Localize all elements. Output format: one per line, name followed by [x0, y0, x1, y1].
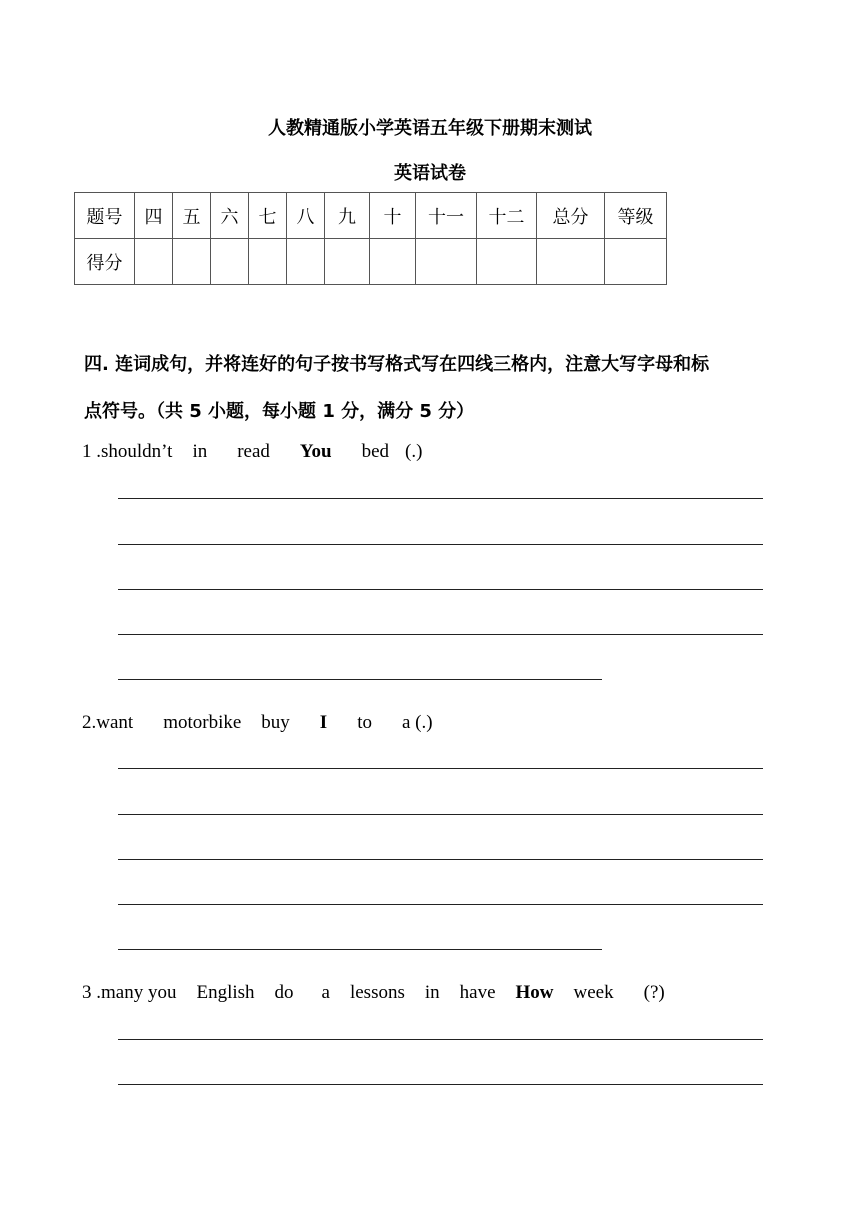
word: shouldn’t [101, 441, 173, 462]
writing-line[interactable] [118, 544, 763, 545]
word: to [357, 712, 372, 733]
word: week [573, 982, 614, 1003]
writing-line[interactable] [118, 814, 763, 815]
score-header-cell: 十二 [477, 193, 537, 239]
writing-line[interactable] [118, 768, 763, 769]
word: bed [361, 441, 390, 462]
word: do [274, 982, 294, 1003]
word: want [96, 712, 134, 733]
exam-subtitle: 英语试卷 [394, 163, 466, 184]
score-input-cell[interactable] [173, 239, 211, 285]
score-input-cell[interactable] [477, 239, 537, 285]
word-bold: How [515, 982, 554, 1003]
writing-line[interactable] [118, 904, 763, 905]
score-input-cell[interactable] [135, 239, 173, 285]
score-input-cell[interactable] [416, 239, 477, 285]
word: in [192, 441, 208, 462]
question-number: 2. [82, 712, 97, 733]
word: buy [261, 712, 290, 733]
writing-line[interactable] [118, 859, 763, 860]
score-input-cell[interactable] [605, 239, 667, 285]
question-number: 3 . [82, 982, 101, 1003]
word-bold: I [319, 712, 328, 733]
word: a [321, 982, 330, 1003]
score-input-cell[interactable] [249, 239, 287, 285]
score-header-cell: 五 [173, 193, 211, 239]
writing-line[interactable] [118, 589, 763, 590]
score-row-label: 得分 [75, 239, 135, 285]
question-number: 1 . [82, 441, 101, 462]
score-header-cell: 九 [325, 193, 370, 239]
word: in [424, 982, 440, 1003]
score-input-cell[interactable] [325, 239, 370, 285]
score-header-cell: 四 [135, 193, 173, 239]
score-table [74, 192, 667, 285]
score-header-cell: 七 [249, 193, 287, 239]
question-2 [82, 712, 433, 734]
score-input-cell[interactable] [211, 239, 249, 285]
score-header-cell: 题号 [75, 193, 135, 239]
writing-line[interactable] [118, 1084, 763, 1085]
word: read [237, 441, 270, 462]
score-header-cell: 八 [287, 193, 325, 239]
word: lessons [349, 982, 405, 1003]
word: many you [101, 982, 177, 1003]
writing-line[interactable] [118, 1039, 763, 1040]
writing-line[interactable] [118, 498, 763, 499]
section-instruction-line1: 四. 连词成句，并将连好的句子按书写格式写在四线三格内，注意大写字母和标 [84, 354, 710, 375]
word: (.) [405, 441, 423, 462]
score-input-cell[interactable] [287, 239, 325, 285]
word: have [459, 982, 496, 1003]
score-table-header-row [75, 193, 667, 239]
score-header-cell: 六 [211, 193, 249, 239]
writing-line[interactable] [118, 679, 602, 680]
writing-line[interactable] [118, 634, 763, 635]
score-input-cell[interactable] [370, 239, 416, 285]
word: motorbike [163, 712, 242, 733]
score-header-cell: 总分 [537, 193, 605, 239]
question-3 [82, 982, 665, 1004]
score-input-cell[interactable] [537, 239, 605, 285]
exam-title: 人教精通版小学英语五年级下册期末测试 [268, 118, 592, 139]
question-1 [82, 441, 422, 463]
word: (?) [643, 982, 665, 1003]
score-table-score-row [75, 239, 667, 285]
score-header-cell: 十 [370, 193, 416, 239]
score-header-cell: 等级 [605, 193, 667, 239]
word-bold: You [299, 441, 332, 462]
word: English [196, 982, 255, 1003]
writing-line[interactable] [118, 949, 602, 950]
section-instruction-line2: 点符号。（共 5 小题，每小题 1 分，满分 5 分） [84, 401, 475, 422]
word: a (.) [401, 712, 433, 733]
score-header-cell: 十一 [416, 193, 477, 239]
